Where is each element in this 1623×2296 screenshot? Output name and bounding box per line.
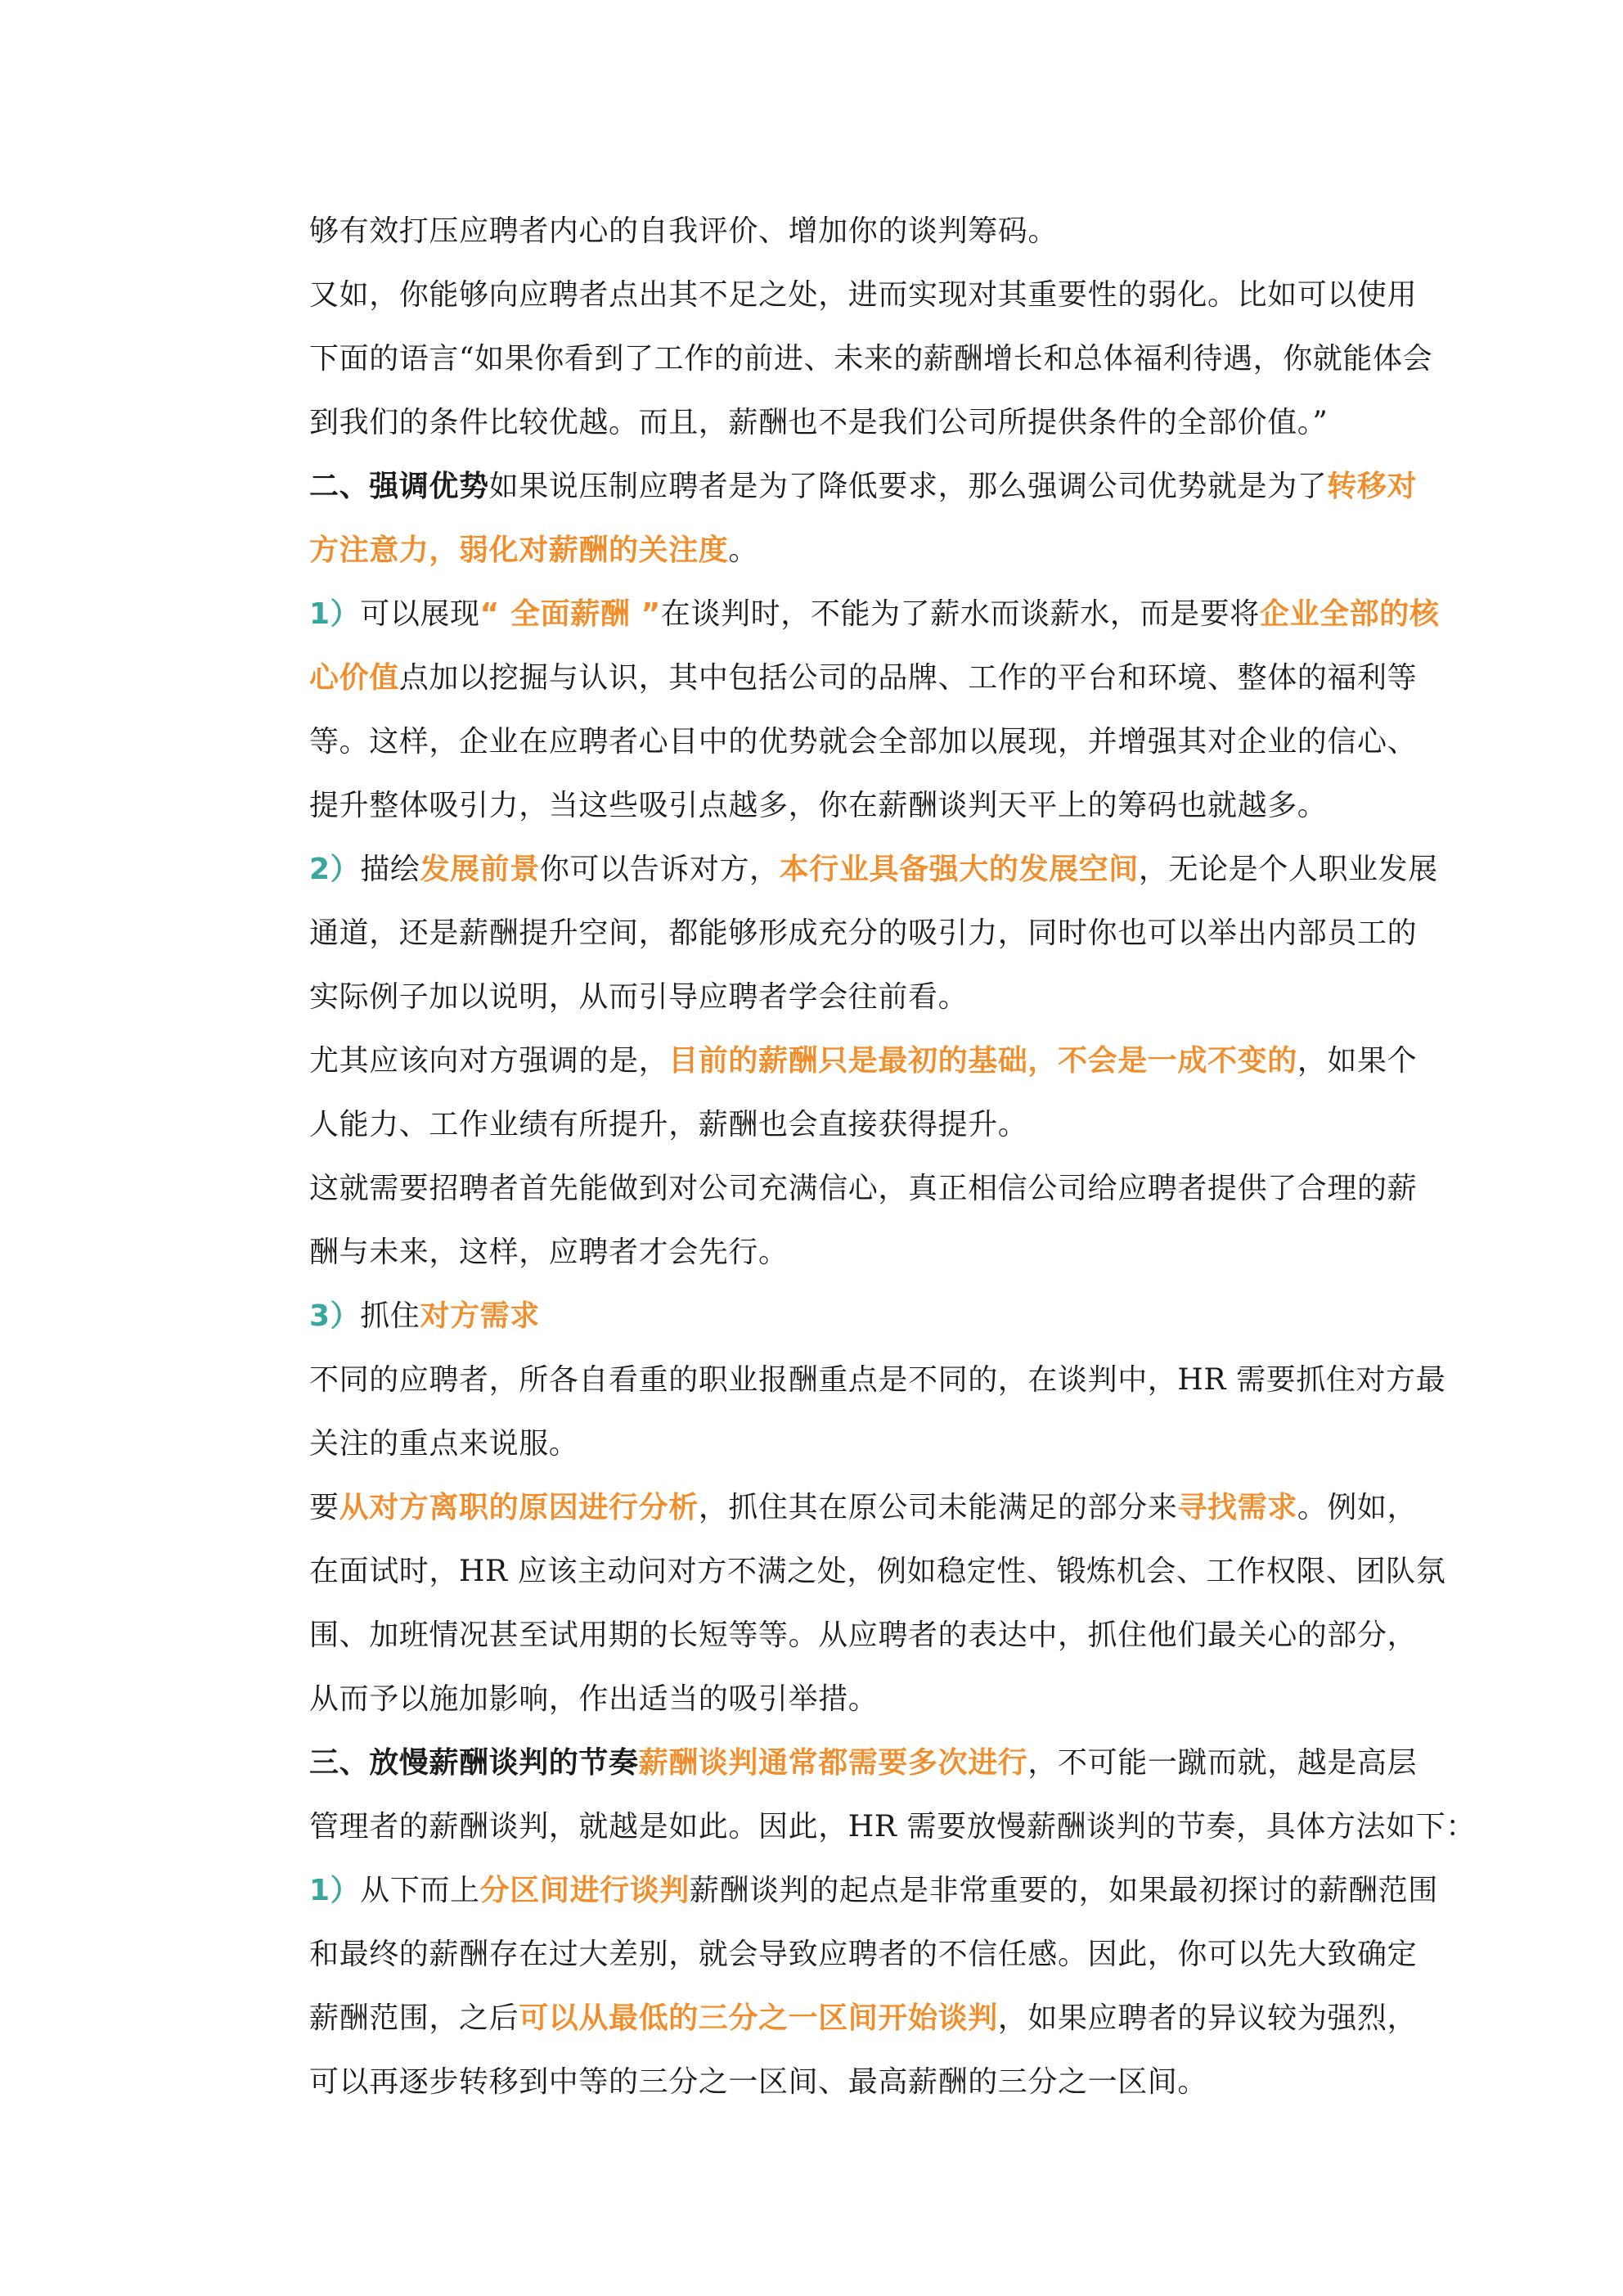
body-text: 人能力、工作业绩有所提升，薪酬也会直接获得提升。 bbox=[309, 1108, 1028, 1141]
highlight-text: 转移对 bbox=[1327, 470, 1418, 503]
text-line bbox=[309, 1679, 1389, 1720]
highlight-text: 寻找需求 bbox=[1177, 1491, 1297, 1524]
body-text: 抓住 bbox=[360, 1299, 420, 1333]
text-line bbox=[309, 913, 1418, 954]
highlight-text: 发展前景 bbox=[420, 853, 540, 886]
body-text: 够有效打压应聘者内心的自我评价、增加你的谈判筹码。 bbox=[309, 214, 1059, 248]
body-text: 要 bbox=[309, 1491, 339, 1524]
text-line bbox=[309, 466, 1418, 507]
text-line bbox=[309, 211, 1389, 252]
section-heading: 二、强调优势 bbox=[309, 470, 489, 503]
text-line bbox=[309, 1998, 1418, 2039]
body-text: 可以展现 bbox=[360, 597, 480, 631]
text-line bbox=[309, 2062, 1389, 2103]
highlight-text: 方注意力，弱化对薪酬的关注度 bbox=[309, 533, 729, 567]
body-text: ，抓住其在原公司未能满足的部分来 bbox=[698, 1491, 1178, 1524]
body-text: 。 bbox=[728, 533, 759, 567]
text-line bbox=[309, 977, 1389, 1018]
body-text: 如果说压制应聘者是为了降低要求，那么强调公司优势就是为了 bbox=[488, 470, 1328, 503]
body-text: 你可以告诉对方， bbox=[539, 853, 780, 886]
text-line bbox=[309, 1168, 1418, 1209]
highlight-text: 目前的薪酬只是最初的基础，不会是一成不变的 bbox=[668, 1044, 1297, 1078]
body-text: 在谈判时，不能为了薪水而谈薪水，而是要将 bbox=[660, 597, 1260, 631]
body-text: 从下而上 bbox=[360, 1874, 480, 1907]
text-line bbox=[309, 1551, 1446, 1592]
highlight-text: 可以从最低的三分之一区间开始谈判 bbox=[519, 2001, 998, 2035]
body-text: 下面的语言“如果你看到了工作的前进、未来的薪酬增长和总体福利待遇，你就能体会 bbox=[309, 342, 1433, 376]
text-line bbox=[309, 530, 1389, 571]
body-text: 关注的重点来说服。 bbox=[309, 1427, 579, 1461]
list-number: 3） bbox=[309, 1299, 361, 1333]
body-text: 实际例子加以说明，从而引导应聘者学会往前看。 bbox=[309, 980, 969, 1014]
highlight-text: 本行业具备强大的发展空间 bbox=[779, 853, 1139, 886]
highlight-text: 对方需求 bbox=[420, 1299, 540, 1333]
text-line bbox=[309, 658, 1418, 699]
body-text: 又如，你能够向应聘者点出其不足之处，进而实现对其重要性的弱化。比如可以使用 bbox=[309, 278, 1418, 312]
text-line bbox=[309, 1041, 1418, 1082]
text-line bbox=[309, 594, 1440, 635]
list-number: 1） bbox=[309, 1874, 361, 1907]
body-text: 薪酬谈判的起点是非常重要的，如果最初探讨的薪酬范围 bbox=[689, 1874, 1438, 1907]
text-line bbox=[309, 722, 1418, 763]
body-text: 从而予以施加影响，作出适当的吸引举措。 bbox=[309, 1682, 879, 1716]
body-text: ，无论是个人职业发展 bbox=[1138, 853, 1438, 886]
text-line bbox=[309, 1424, 1389, 1465]
text-line bbox=[309, 849, 1438, 890]
section-heading: 三、放慢薪酬谈判的节奏 bbox=[309, 1746, 639, 1780]
list-number: 1） bbox=[309, 597, 361, 631]
text-line bbox=[309, 1296, 1389, 1337]
body-text: 可以再逐步转移到中等的三分之一区间、最高薪酬的三分之一区间。 bbox=[309, 2065, 1208, 2099]
body-text: 。例如， bbox=[1297, 1491, 1418, 1524]
text-line bbox=[309, 1105, 1389, 1146]
text-line bbox=[309, 403, 1389, 443]
highlight-text: 分区间进行谈判 bbox=[479, 1874, 690, 1907]
highlight-text: 从对方离职的原因进行分析 bbox=[339, 1491, 699, 1524]
text-line bbox=[309, 1743, 1418, 1784]
body-text: 酬与未来，这样，应聘者才会先行。 bbox=[309, 1236, 789, 1269]
text-line bbox=[309, 1615, 1418, 1656]
highlight-text: 薪酬谈判通常都需要多次进行 bbox=[638, 1746, 1028, 1780]
body-text: 这就需要招聘者首先能做到对公司充满信心，真正相信公司给应聘者提供了合理的薪 bbox=[309, 1172, 1418, 1205]
text-line bbox=[309, 275, 1418, 316]
body-text: 等。这样，企业在应聘者心目中的优势就会全部加以展现，并增强其对企业的信心、 bbox=[309, 725, 1418, 759]
body-text: 到我们的条件比较优越。而且，薪酬也不是我们公司所提供条件的全部价值。” bbox=[309, 406, 1329, 439]
body-text: 不同的应聘者，所各自看重的职业报酬重点是不同的，在谈判中，HR 需要抓住对方最 bbox=[309, 1363, 1446, 1397]
body-text: 管理者的薪酬谈判，就越是如此。因此，HR 需要放慢薪酬谈判的节奏，具体方法如下： bbox=[309, 1810, 1476, 1844]
body-text: 在面试时，HR 应该主动问对方不满之处，例如稳定性、锻炼机会、工作权限、团队氛 bbox=[309, 1555, 1446, 1588]
text-line bbox=[309, 786, 1389, 826]
highlight-text: 心价值 bbox=[309, 661, 399, 695]
text-line bbox=[309, 1934, 1418, 1975]
body-text: 提升整体吸引力，当这些吸引点越多，你在薪酬谈判天平上的筹码也就越多。 bbox=[309, 789, 1328, 822]
text-line bbox=[309, 1488, 1418, 1528]
highlight-text: “ 全面薪酬 ” bbox=[479, 597, 661, 631]
body-text: 尤其应该向对方强调的是， bbox=[309, 1044, 669, 1078]
body-text: 和最终的薪酬存在过大差别，就会导致应聘者的不信任感。因此，你可以先大致确定 bbox=[309, 1938, 1418, 1971]
text-line bbox=[309, 1871, 1438, 1911]
body-text: ，如果应聘者的异议较为强烈， bbox=[997, 2001, 1418, 2035]
body-text: 通道，还是薪酬提升空间，都能够形成充分的吸引力，同时你也可以举出内部员工的 bbox=[309, 916, 1418, 950]
body-text: 描绘 bbox=[360, 853, 420, 886]
text-line bbox=[309, 1807, 1476, 1848]
highlight-text: 企业全部的核 bbox=[1259, 597, 1440, 631]
body-text: 围、加班情况甚至试用期的长短等等。从应聘者的表达中，抓住他们最关心的部分， bbox=[309, 1618, 1418, 1652]
text-line bbox=[309, 1360, 1446, 1401]
text-line bbox=[309, 339, 1433, 380]
body-text: ，不可能一蹴而就，越是高层 bbox=[1027, 1746, 1418, 1780]
text-line bbox=[309, 1232, 1389, 1273]
body-text: ，如果个 bbox=[1297, 1044, 1418, 1078]
list-number: 2） bbox=[309, 853, 361, 886]
body-text: 点加以挖掘与认识，其中包括公司的品牌、工作的平台和环境、整体的福利等 bbox=[398, 661, 1418, 695]
body-text: 薪酬范围，之后 bbox=[309, 2001, 519, 2035]
